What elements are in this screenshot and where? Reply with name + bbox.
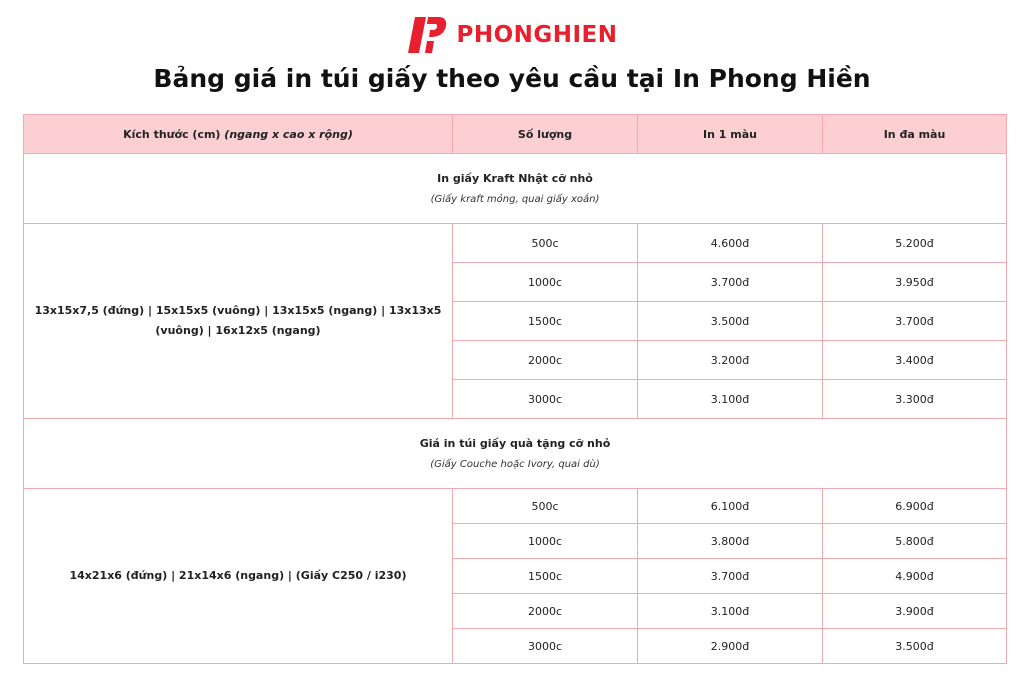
multi-color-price: 3.900đ <box>823 594 1007 629</box>
multi-color-price: 5.800đ <box>823 524 1007 559</box>
quantity-cell: 1000c <box>453 524 638 559</box>
size-cell: 14x21x6 (đứng) | 21x14x6 (ngang) | (Giấy C250 / i230) <box>24 489 453 664</box>
size-cell: 13x15x7,5 (đứng) | 15x15x5 (vuông) | 13x15x5 (ngang) | 13x13x5 (vuông) | 16x12x5 (ngang) <box>24 224 453 419</box>
multi-color-price: 3.400đ <box>823 341 1007 380</box>
multi-color-price: 3.300đ <box>823 380 1007 419</box>
quantity-cell: 1500c <box>453 559 638 594</box>
one-color-price: 3.700đ <box>638 559 823 594</box>
table-row <box>24 224 1007 263</box>
multi-color-price: 3.500đ <box>823 629 1007 664</box>
phonghien-logo-icon <box>406 15 448 55</box>
one-color-price: 3.200đ <box>638 341 823 380</box>
header-quantity: Số lượng <box>453 115 638 154</box>
section-row <box>24 419 1007 489</box>
header-size-hint: (ngang x cao x rộng) <box>224 127 353 141</box>
page-title: Bảng giá in túi giấy theo yêu cầu tại In Phong Hiền <box>153 64 871 93</box>
quantity-cell: 1500c <box>453 302 638 341</box>
header-one-color: In 1 màu <box>638 115 823 154</box>
quantity-cell: 2000c <box>453 594 638 629</box>
section-title: In giấy Kraft Nhật cỡ nhỏ <box>437 172 593 185</box>
section-row <box>24 154 1007 224</box>
one-color-price: 3.100đ <box>638 594 823 629</box>
multi-color-price: 3.950đ <box>823 263 1007 302</box>
header-size <box>24 115 453 154</box>
multi-color-price: 4.900đ <box>823 559 1007 594</box>
section-subtitle: (Giấy Couche hoặc Ivory, quai dù) <box>430 459 600 470</box>
one-color-price: 3.500đ <box>638 302 823 341</box>
multi-color-price: 3.700đ <box>823 302 1007 341</box>
one-color-price: 4.600đ <box>638 224 823 263</box>
section-title: Giá in túi giấy quà tặng cỡ nhỏ <box>419 437 611 450</box>
quantity-cell: 2000c <box>453 341 638 380</box>
multi-color-price: 6.900đ <box>823 489 1007 524</box>
multi-color-price: 5.200đ <box>823 224 1007 263</box>
quantity-cell: 3000c <box>453 380 638 419</box>
quantity-cell: 500c <box>453 224 638 263</box>
price-table <box>23 114 1007 664</box>
table-header-row <box>24 115 1007 154</box>
one-color-price: 2.900đ <box>638 629 823 664</box>
one-color-price: 3.700đ <box>638 263 823 302</box>
header-size-label: Kích thước (cm) <box>123 127 221 141</box>
quantity-cell: 3000c <box>453 629 638 664</box>
section-heading <box>24 419 1007 489</box>
table-row <box>24 489 1007 524</box>
brand-logo <box>0 14 1024 56</box>
quantity-cell: 500c <box>453 489 638 524</box>
one-color-price: 6.100đ <box>638 489 823 524</box>
brand-name: PHONGHIEN <box>456 22 618 48</box>
quantity-cell: 1000c <box>453 263 638 302</box>
one-color-price: 3.800đ <box>638 524 823 559</box>
section-heading <box>24 154 1007 224</box>
section-subtitle: (Giấy kraft mỏng, quai giấy xoắn) <box>430 194 600 205</box>
header-multi-color: In đa màu <box>823 115 1007 154</box>
one-color-price: 3.100đ <box>638 380 823 419</box>
